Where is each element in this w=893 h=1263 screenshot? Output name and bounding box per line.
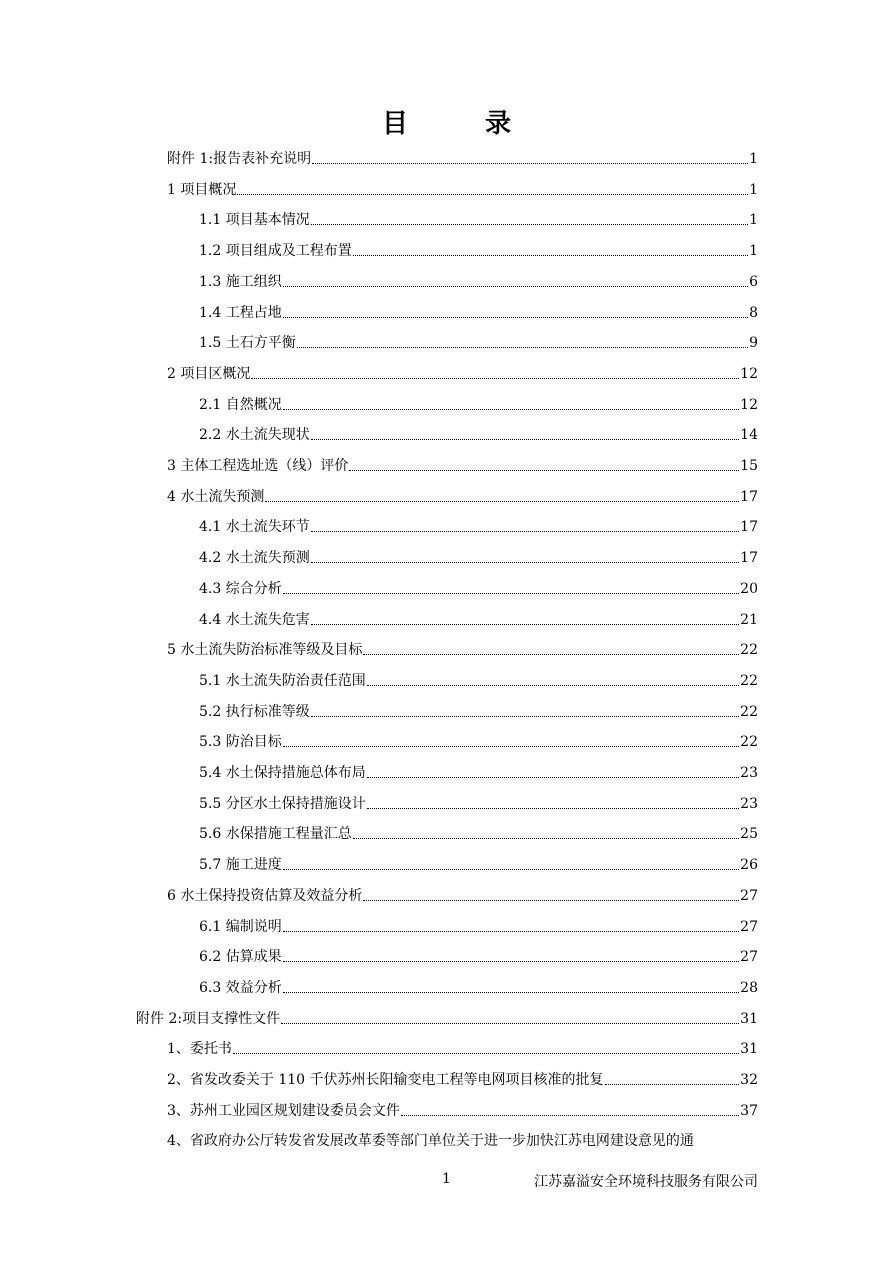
toc-dot-leader (311, 530, 739, 532)
toc-entry-label: 1.1 项目基本情况 (199, 212, 310, 229)
toc-dot-leader (367, 807, 739, 809)
toc-entry-label: 4 水土流失预测 (167, 488, 265, 505)
toc-entry[interactable] (199, 719, 758, 750)
toc-entry-page: 12 (740, 365, 758, 382)
toc-dot-leader (353, 254, 748, 256)
toc-entry-page: 23 (740, 795, 758, 812)
toc-entry[interactable] (167, 136, 758, 167)
toc-entry-label: 3、苏州工业园区规划建设委员会文件 (167, 1102, 400, 1119)
toc-dot-leader (283, 408, 739, 410)
toc-entry-label: 5.4 水土保持措施总体布局 (199, 765, 366, 781)
toc-entry-page: 14 (740, 427, 758, 444)
toc-dot-leader (283, 991, 739, 993)
toc-entry-page: 27 (740, 918, 758, 935)
toc-entry-page: 25 (740, 826, 758, 843)
toc-entry[interactable] (167, 627, 758, 658)
toc-entry-label: 3 主体工程选址选（线）评价 (167, 458, 349, 474)
toc-entry[interactable] (199, 811, 758, 842)
toc-dot-leader (283, 930, 739, 932)
toc-entry-page: 31 (740, 1010, 758, 1027)
toc-entry-page: 1 (749, 212, 758, 229)
toc-entry[interactable] (167, 474, 758, 505)
toc-dot-leader (367, 776, 739, 778)
toc-entry-page: 28 (740, 979, 758, 996)
toc-dot-leader (283, 960, 739, 962)
toc-entry-page: 8 (749, 304, 758, 321)
toc-entry-label: 6.2 估算成果 (199, 949, 282, 966)
toc-entry[interactable] (199, 904, 758, 935)
toc-entry-page: 15 (740, 458, 758, 474)
toc-entry-label: 5.1 水土流失防治责任范围 (199, 672, 366, 689)
toc-entry-label: 2.1 自然概况 (199, 396, 282, 413)
toc-entry-label: 6.3 效益分析 (199, 979, 282, 996)
toc-entry-label: 5.5 分区水土保持措施设计 (199, 795, 366, 812)
toc-dot-leader (311, 438, 739, 440)
toc-dot-leader (312, 162, 748, 164)
toc-entry[interactable] (199, 259, 758, 290)
toc-entry-page: 12 (740, 396, 758, 413)
toc-entry-label: 5.3 防治目标 (199, 734, 282, 751)
toc-dot-leader (281, 1022, 739, 1024)
toc-entry-label: 4.3 综合分析 (199, 580, 282, 597)
toc-entry[interactable] (199, 658, 758, 689)
toc-entry-label: 5.7 施工进度 (199, 857, 282, 874)
toc-entry-page: 17 (740, 488, 758, 505)
toc-entry[interactable] (136, 996, 758, 1027)
toc-entry-label: 4.2 水土流失预测 (199, 550, 310, 567)
toc-entry-page: 9 (749, 335, 758, 352)
toc-entry[interactable] (199, 535, 758, 566)
toc-entry-page: 22 (740, 703, 758, 720)
toc-entry-page: 31 (740, 1041, 758, 1058)
toc-entry[interactable] (199, 781, 758, 812)
toc-entry[interactable] (167, 443, 758, 474)
toc-entry-label: 2、省发改委关于 110 千伏苏州长阳输变电工程等电网项目核准的批复 (167, 1072, 604, 1088)
toc-dot-leader (401, 1114, 739, 1116)
toc-dot-leader (605, 1083, 740, 1085)
toc-entry[interactable] (199, 934, 758, 965)
toc-entry[interactable] (199, 750, 758, 781)
toc-dot-leader (311, 623, 739, 625)
toc-entry[interactable] (199, 842, 758, 873)
toc-entry-label: 6.1 编制说明 (199, 918, 282, 935)
toc-entry-page: 1 (749, 181, 758, 198)
toc-dot-leader (237, 193, 748, 195)
toc-entry[interactable] (199, 320, 758, 351)
toc-entry-page: 27 (740, 949, 758, 966)
toc-entry-page: 37 (740, 1102, 758, 1119)
toc-entry-label: 附件 2:项目支撑性文件 (136, 1010, 281, 1027)
toc-entry-label: 4、省政府办公厅转发省发展改革委等部门单位关于进一步加快江苏电网建设意见的通 (167, 1133, 694, 1150)
toc-entry-page: 22 (740, 672, 758, 689)
toc-entry-page: 21 (740, 611, 758, 628)
toc-dot-leader (283, 285, 748, 287)
toc-dot-leader (311, 561, 739, 563)
toc-entry-page: 27 (740, 887, 758, 904)
toc-entry[interactable] (167, 873, 758, 904)
toc-dot-leader (283, 745, 739, 747)
toc-entry[interactable] (199, 504, 758, 535)
toc-entry-label: 5.2 执行标准等级 (199, 703, 310, 720)
toc-entry-page: 6 (749, 273, 758, 290)
toc-dot-leader (311, 715, 739, 717)
toc-dot-leader (283, 592, 739, 594)
toc-dot-leader (367, 684, 739, 686)
toc-entry-page: 32 (740, 1072, 758, 1088)
toc-entry-label: 5.6 水保措施工程量汇总 (199, 826, 352, 843)
toc-entry[interactable] (167, 1118, 758, 1149)
toc-entry-label: 1、委托书 (167, 1041, 232, 1058)
toc-entry[interactable] (199, 197, 758, 228)
toc-entry[interactable] (199, 689, 758, 720)
toc-entry-label: 4.1 水土流失环节 (199, 519, 310, 536)
toc-dot-leader (283, 868, 739, 870)
toc-entry[interactable] (167, 1057, 758, 1088)
toc-entry-label: 4.4 水土流失危害 (199, 611, 310, 628)
toc-entry[interactable] (199, 965, 758, 996)
toc-entry[interactable] (167, 1088, 758, 1119)
page-footer (0, 1171, 893, 1191)
toc-entry-page: 17 (740, 519, 758, 536)
toc-entry-label: 2 项目区概况 (167, 365, 251, 382)
toc-entry[interactable] (199, 228, 758, 259)
toc-entry-page: 20 (740, 580, 758, 597)
toc-entry-label: 6 水土保持投资估算及效益分析 (167, 887, 363, 904)
toc-entry[interactable] (199, 566, 758, 597)
toc-entry[interactable] (199, 382, 758, 413)
toc-entry[interactable] (167, 351, 758, 382)
toc-dot-leader (251, 377, 739, 379)
toc-dot-leader (283, 316, 748, 318)
toc-entry-label: 2.2 水土流失现状 (199, 427, 310, 444)
toc-entry-label: 1.4 工程占地 (199, 304, 282, 321)
page-title: 目 录 (381, 109, 546, 139)
toc-entry-label: 1.5 土石方平衡 (199, 335, 296, 352)
toc-entry-page: 22 (740, 734, 758, 751)
toc-entry-page: 22 (740, 642, 758, 659)
toc-entry-page: 17 (740, 550, 758, 567)
toc-entry-label: 1.3 施工组织 (199, 273, 282, 290)
toc-entry-label: 附件 1:报告表补充说明 (167, 151, 312, 167)
toc-dot-leader (297, 346, 748, 348)
page-number: 1 (442, 1171, 451, 1187)
toc-entry[interactable] (199, 597, 758, 628)
toc-entry[interactable] (167, 1026, 758, 1057)
toc-dot-leader (265, 500, 739, 502)
toc-dot-leader (363, 899, 739, 901)
toc-entry-page: 26 (740, 857, 758, 874)
toc-entry-page: 1 (749, 243, 758, 260)
company-name: 江苏嘉溢安全环境科技服务有限公司 (534, 1174, 758, 1190)
toc-dot-leader (349, 469, 739, 471)
toc-dot-leader (363, 653, 739, 655)
toc-entry[interactable] (167, 167, 758, 198)
toc-entry-page: 1 (749, 151, 758, 167)
toc-dot-leader (233, 1052, 739, 1054)
toc-entry-page: 23 (740, 765, 758, 781)
toc-entry[interactable] (199, 290, 758, 321)
toc-entry[interactable] (199, 412, 758, 443)
toc-entry-label: 1 项目概况 (167, 181, 237, 198)
toc-dot-leader (353, 837, 739, 839)
toc-dot-leader (311, 223, 748, 225)
toc-entry-label: 5 水土流失防治标准等级及目标 (167, 642, 363, 659)
toc-entry-label: 1.2 项目组成及工程布置 (199, 243, 352, 260)
